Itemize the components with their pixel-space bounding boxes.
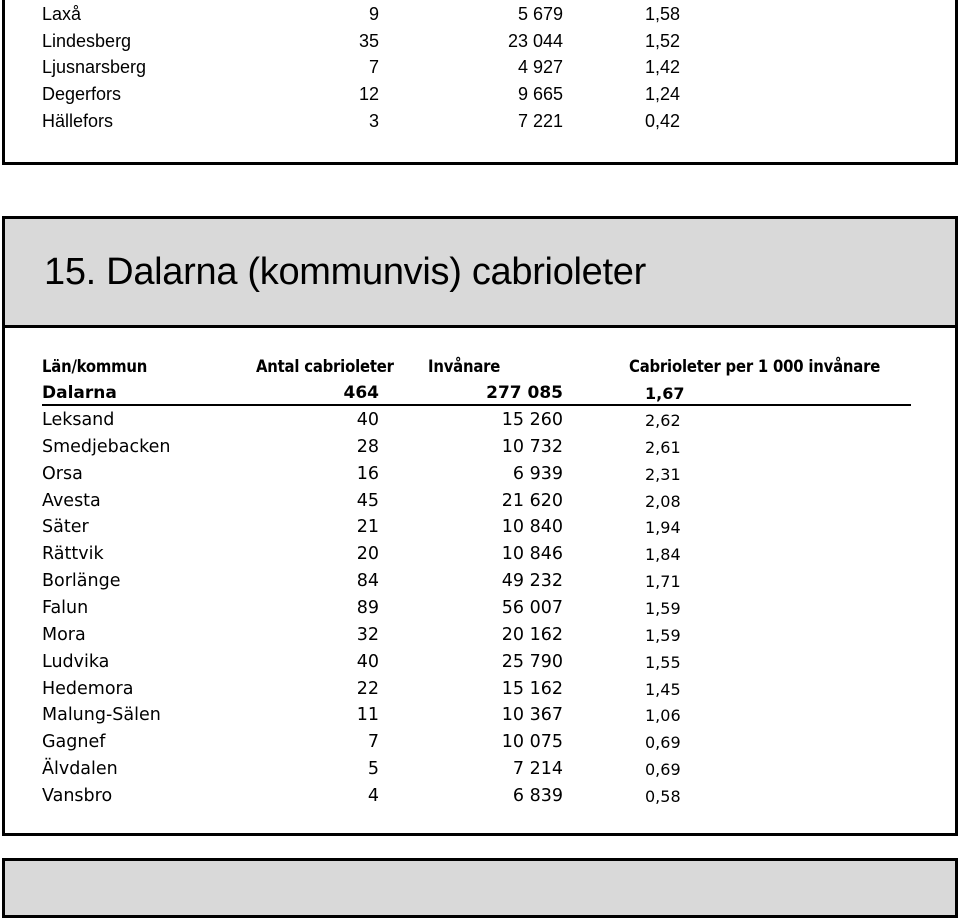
row-name: Laxå [42, 4, 82, 24]
row-count: 40 [356, 410, 379, 430]
row-count: 35 [358, 30, 379, 51]
table-row [5, 568, 955, 595]
table-row [5, 81, 955, 108]
row-population: 15 162 [501, 678, 563, 699]
total-underline [42, 404, 911, 406]
row-name: Ljusnarsberg [42, 57, 147, 78]
table-row [5, 434, 955, 461]
row-name: Gagnef [42, 732, 106, 753]
title-band [5, 219, 955, 328]
table-row [5, 28, 955, 55]
row-population: 9 665 [517, 84, 563, 105]
table-row [5, 541, 955, 568]
table-row [5, 108, 955, 135]
row-count: 45 [356, 490, 379, 511]
table-row [5, 729, 955, 756]
row-name: Leksand [42, 410, 115, 430]
row-name: Avesta [42, 490, 101, 511]
row-population: 10 840 [501, 517, 563, 538]
row-count: 32 [356, 624, 379, 645]
row-name: Degerfors [42, 84, 122, 105]
row-count: 12 [358, 84, 379, 105]
table-row [5, 461, 955, 488]
row-name: Smedjebacken [42, 436, 171, 457]
table-row [5, 54, 955, 81]
table-row [5, 1, 955, 28]
row-count: 7 [368, 57, 379, 78]
table-row [5, 622, 955, 649]
row-count: 3 [368, 110, 379, 131]
row-count: 9 [368, 4, 379, 24]
table-row [5, 756, 955, 783]
row-rate: 1,55 [645, 652, 681, 672]
row-count: 7 [367, 732, 379, 753]
table-header-row [5, 353, 955, 380]
header-rate: Cabrioleter per 1 000 invånare [629, 357, 881, 376]
row-population: 15 260 [501, 410, 563, 430]
row-population: 25 790 [501, 651, 563, 672]
row-name: Hällefors [42, 110, 114, 131]
row-population: 10 075 [501, 732, 563, 753]
row-population: 10 846 [501, 544, 563, 565]
row-name: Älvdalen [42, 759, 118, 780]
row-rate: 1,94 [645, 518, 681, 538]
next-section-band [2, 858, 958, 918]
row-count: 21 [356, 517, 379, 538]
row-name: Borlänge [42, 571, 121, 592]
table-row [5, 595, 955, 622]
row-rate: 1,59 [645, 598, 681, 618]
row-name: Lindesberg [42, 30, 132, 51]
table-row [5, 488, 955, 515]
row-count: 11 [356, 705, 379, 726]
row-rate: 0,42 [645, 110, 681, 131]
row-rate: 1,58 [645, 4, 681, 24]
row-rate: 1,52 [645, 30, 681, 51]
previous-table-box [2, 0, 958, 165]
row-rate: 0,69 [645, 760, 681, 780]
total-name: Dalarna [42, 383, 117, 403]
row-population: 49 232 [501, 571, 563, 592]
row-count: 16 [356, 463, 379, 484]
table-row [5, 407, 955, 434]
row-population: 20 162 [501, 624, 563, 645]
row-rate: 1,84 [645, 545, 681, 565]
row-name: Rättvik [42, 544, 104, 565]
total-count: 464 [343, 383, 379, 403]
section-title: 15. Dalarna (kommunvis) cabrioleter [44, 251, 646, 293]
row-population: 56 007 [501, 597, 563, 618]
table-row [5, 649, 955, 676]
row-population: 21 620 [501, 490, 563, 511]
row-count: 28 [356, 436, 379, 457]
row-count: 20 [356, 544, 379, 565]
row-count: 84 [356, 571, 379, 592]
row-name: Mora [42, 624, 86, 645]
row-name: Säter [42, 517, 89, 538]
total-population: 277 085 [486, 383, 563, 403]
row-population: 6 939 [512, 463, 563, 484]
row-rate: 0,58 [645, 786, 681, 806]
row-count: 40 [356, 651, 379, 672]
row-population: 6 839 [512, 785, 563, 806]
row-name: Malung-Sälen [42, 705, 161, 726]
row-name: Hedemora [42, 678, 134, 699]
row-name: Falun [42, 597, 89, 618]
header-population: Invånare [428, 357, 501, 376]
table-row [5, 702, 955, 729]
row-population: 7 221 [517, 110, 563, 131]
row-rate: 1,06 [645, 706, 681, 726]
total-rate: 1,67 [645, 384, 685, 403]
row-rate: 2,08 [645, 491, 681, 511]
row-count: 5 [367, 759, 379, 780]
row-population: 10 367 [501, 705, 563, 726]
row-count: 22 [356, 678, 379, 699]
row-name: Vansbro [42, 785, 113, 806]
row-population: 23 044 [507, 30, 563, 51]
row-population: 5 679 [517, 4, 563, 24]
row-rate: 2,62 [645, 411, 681, 430]
row-rate: 1,71 [645, 572, 681, 592]
dalarna-table-box [2, 216, 958, 836]
table-row [5, 783, 955, 810]
header-count: Antal cabrioleter [256, 357, 394, 376]
table-row [5, 514, 955, 541]
row-rate: 1,24 [645, 84, 681, 105]
row-rate: 0,69 [645, 733, 681, 753]
total-row [5, 380, 955, 407]
row-rate: 2,61 [645, 437, 681, 457]
row-name: Ludvika [42, 651, 110, 672]
row-rate: 1,45 [645, 679, 681, 699]
row-population: 7 214 [512, 759, 563, 780]
row-rate: 1,59 [645, 625, 681, 645]
row-population: 10 732 [501, 436, 563, 457]
row-rate: 2,31 [645, 464, 681, 484]
row-count: 4 [367, 785, 379, 806]
table-row [5, 676, 955, 703]
row-name: Orsa [42, 463, 83, 484]
header-region: Län/kommun [42, 357, 148, 376]
row-rate: 1,42 [645, 57, 681, 78]
row-count: 89 [356, 597, 379, 618]
row-population: 4 927 [517, 57, 563, 78]
